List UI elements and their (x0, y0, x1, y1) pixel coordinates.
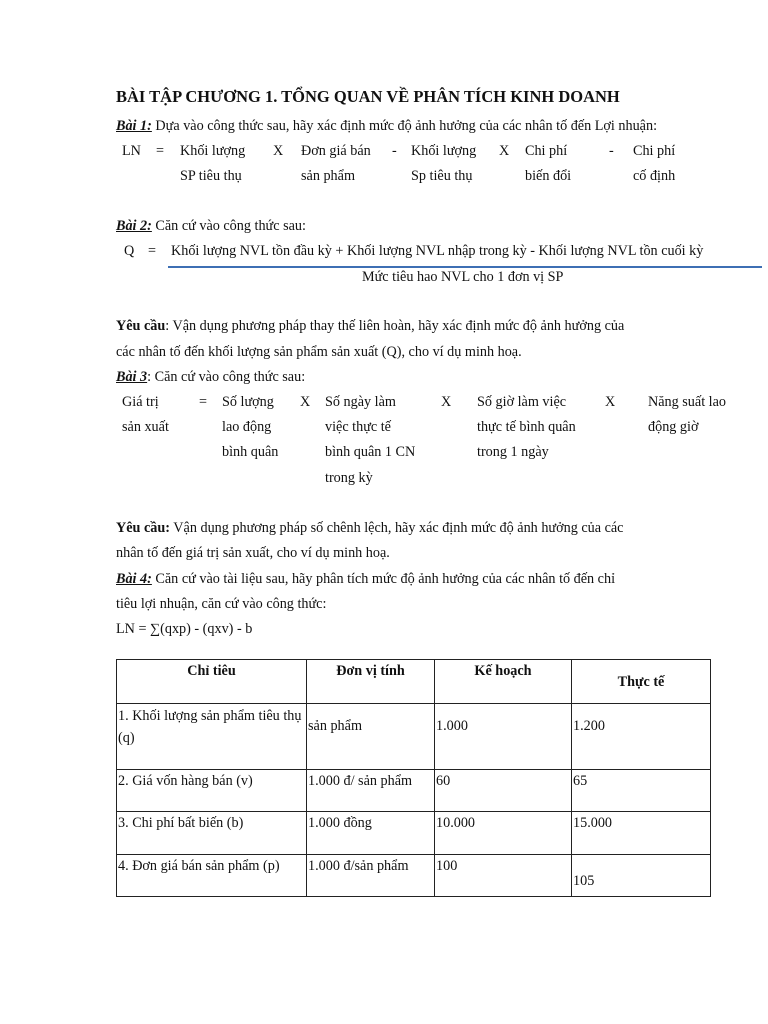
bai2-req-text: : Vận dụng phương pháp thay thế liên hoàn, hãy xác định mức độ ảnh hưởng của (165, 318, 625, 334)
bai1-term3-line2: Sp tiêu thụ (411, 168, 473, 184)
table-row (117, 855, 711, 897)
bai1-label: Bài 1: (116, 118, 152, 134)
bai3-requirement-line2: nhân tố đến giá trị sản xuất, cho ví dụ minh hoạ. (116, 545, 390, 561)
bai3-term3-line1: Số giờ làm việc (477, 394, 567, 410)
bai2-eq: = (148, 243, 157, 259)
bai3-term2-line4: trong kỳ (325, 470, 373, 486)
bai1-term4-line1: Chi phí (525, 143, 568, 159)
cell-chi-tieu: 1. Khối lượng sản phẩm tiêu thụ (q) (117, 704, 307, 770)
cell-don-vi: 1.000 đ/sản phẩm (307, 855, 435, 897)
bai1-op1: X (273, 143, 284, 159)
bai3-text: : Căn cứ vào công thức sau: (147, 369, 306, 385)
bai3-op3: X (605, 394, 616, 410)
bai1-term5-line2: cố định (633, 168, 676, 184)
bai1-term4-line2: biến đổi (525, 168, 572, 184)
bai1-lhs: LN (122, 143, 141, 159)
bai2-requirement-line1 (116, 317, 624, 335)
page-title: BÀI TẬP CHƯƠNG 1. TỔNG QUAN VỀ PHÂN TÍCH KINH DOANH (116, 87, 620, 106)
bai3-op2: X (441, 394, 452, 410)
bai1-term3-line1: Khối lượng (411, 143, 477, 159)
bai1-eq: = (156, 143, 165, 159)
bai1-intro (116, 117, 657, 135)
data-table (116, 659, 711, 897)
bai3-term1-line1: Số lượng (222, 394, 274, 410)
bai1-op2: - (392, 143, 397, 159)
table-row (117, 812, 711, 855)
bai3-label: Bài 3 (116, 369, 148, 385)
cell-thuc-te: 65 (572, 770, 711, 812)
cell-chi-tieu: 4. Đơn giá bán sản phẩm (p) (117, 855, 307, 897)
header-chi-tieu: Chỉ tiêu (117, 660, 307, 704)
bai3-eq: = (199, 394, 208, 410)
bai3-op1: X (300, 394, 311, 410)
bai2-numerator: Khối lượng NVL tồn đầu kỳ + Khối lượng NVL nhập trong kỳ - Khối lượng NVL tồn cuối kỳ (171, 243, 704, 259)
bai1-text: Dựa vào công thức sau, hãy xác định mức độ ảnh hưởng của các nhân tố đến Lợi nhuận: (151, 118, 658, 134)
bai3-term1-line2: lao động (222, 419, 272, 435)
bai3-term4-line1: Năng suất lao (648, 394, 727, 410)
bai4-label: Bài 4: (116, 571, 152, 587)
bai4-formula: LN = ∑(qxp) - (qxv) - b (116, 621, 253, 637)
bai3-term2-line1: Số ngày làm (325, 394, 396, 410)
bai1-term2-line1: Đơn giá bán (301, 143, 371, 159)
cell-ke-hoach: 1.000 (435, 704, 572, 770)
bai4-text: Căn cứ vào tài liệu sau, hãy phân tích mức độ ảnh hưởng của các nhân tố đến chỉ (151, 571, 616, 587)
bai1-term1-line1: Khối lượng (180, 143, 246, 159)
bai4-line2: tiêu lợi nhuận, căn cứ vào công thức: (116, 596, 327, 612)
bai2-intro (116, 217, 306, 235)
cell-don-vi: 1.000 đồng (307, 812, 435, 855)
cell-thuc-te: 1.200 (572, 704, 711, 770)
bai2-text: Căn cứ vào công thức sau: (151, 218, 306, 234)
bai3-lhs-line2: sản xuất (122, 419, 169, 435)
bai2-denominator: Mức tiêu hao NVL cho 1 đơn vị SP (362, 269, 564, 285)
cell-don-vi: sản phẩm (307, 704, 435, 770)
bai3-term2-line2: việc thực tế (325, 419, 391, 435)
cell-ke-hoach: 10.000 (435, 812, 572, 855)
bai2-req-label: Yêu cầu (116, 318, 166, 334)
header-ke-hoach: Kế hoạch (435, 660, 572, 704)
table-row (117, 704, 711, 770)
bai2-lhs: Q (124, 243, 135, 259)
bai1-term2-line2: sản phẩm (301, 168, 355, 184)
bai2-label: Bài 2: (116, 218, 152, 234)
bai1-op4: - (609, 143, 614, 159)
bai3-intro (116, 368, 305, 386)
bai1-op3: X (499, 143, 510, 159)
bai3-req-text: Vận dụng phương pháp số chênh lệch, hãy xác định mức độ ảnh hưởng của các (170, 520, 624, 536)
cell-thuc-te: 105 (572, 855, 711, 897)
bai1-term5-line1: Chi phí (633, 143, 676, 159)
cell-ke-hoach: 100 (435, 855, 572, 897)
cell-don-vi: 1.000 đ/ sản phẩm (307, 770, 435, 812)
bai3-term2-line3: bình quân 1 CN (325, 444, 416, 460)
bai3-term4-line2: động giờ (648, 419, 699, 435)
bai3-req-label: Yêu cầu: (116, 520, 170, 536)
cell-chi-tieu: 2. Giá vốn hàng bán (v) (117, 770, 307, 812)
table-row (117, 770, 711, 812)
cell-ke-hoach: 60 (435, 770, 572, 812)
bai3-requirement-line1 (116, 519, 623, 537)
cell-thuc-te: 15.000 (572, 812, 711, 855)
bai3-lhs-line1: Giá trị (122, 394, 159, 410)
bai3-term3-line3: trong 1 ngày (477, 444, 549, 460)
bai2-requirement-line2: các nhân tố đến khối lượng sản phẩm sản xuất (Q), cho ví dụ minh hoạ. (116, 344, 522, 360)
header-thuc-te: Thực tế (572, 660, 711, 704)
bai3-term3-line2: thực tế bình quân (477, 419, 576, 435)
table-header-row (117, 660, 711, 704)
bai1-term1-line2: SP tiêu thụ (180, 168, 242, 184)
header-don-vi-tinh: Đơn vị tính (307, 660, 435, 704)
bai3-term1-line3: bình quân (222, 444, 279, 460)
bai4-intro (116, 570, 615, 588)
cell-chi-tieu: 3. Chi phí bất biến (b) (117, 812, 307, 855)
